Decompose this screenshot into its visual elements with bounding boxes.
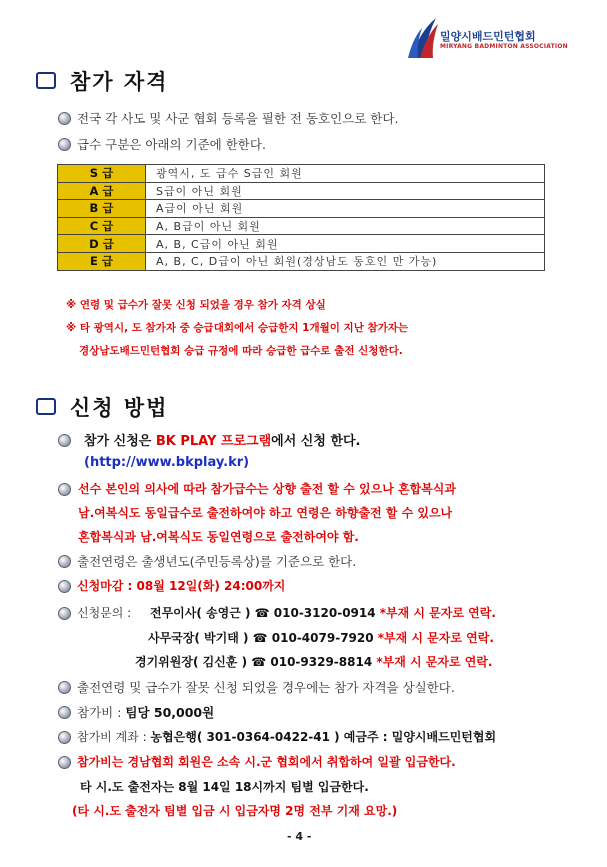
bullet-icon bbox=[58, 112, 71, 125]
grade-desc-cell: A급이 아닌 회원 bbox=[146, 200, 545, 218]
account-value: 농협은행( 301-0364-0422-41 ) 예금주 : 밀양시배드민턴협회 bbox=[150, 730, 497, 744]
bullet-icon bbox=[58, 138, 71, 151]
rule-line: 혼합복식과 남.여복식도 동일연령으로 출전하여야 함. bbox=[78, 530, 359, 544]
table-row bbox=[58, 200, 545, 218]
contact-line: 전무이사( 송영근 ) ☎ 010-3120-0914 *부재 시 문자로 연락. bbox=[150, 606, 496, 620]
grade-desc-cell: A, B, C급이 아닌 회원 bbox=[146, 235, 545, 253]
bullet-icon bbox=[58, 706, 71, 719]
phone-number: ☎ 010-4079-7920 bbox=[252, 631, 374, 645]
table-row bbox=[58, 235, 545, 253]
bullet-icon bbox=[58, 731, 71, 744]
rule-line: 남.여복식도 동일급수로 출전하여야 하고 연령은 하향출전 할 수 있으나 bbox=[78, 506, 453, 520]
grade-desc-cell: A, B급이 아닌 회원 bbox=[146, 217, 545, 235]
page-number: - 4 - bbox=[287, 830, 312, 843]
contacts-label: 신청문의 : bbox=[77, 606, 132, 620]
grade-desc-cell: 광역시, 도 급수 S급인 회원 bbox=[146, 165, 545, 183]
table-row bbox=[58, 217, 545, 235]
eligibility-item: 전국 각 사도 및 사군 협회 등록을 필한 전 동호인으로 한다. bbox=[77, 111, 399, 126]
bullet-icon bbox=[58, 607, 71, 620]
misreport-note: 출전연령 및 급수가 잘못 신청 되었을 경우에는 참가 자격을 상실한다. bbox=[77, 680, 455, 695]
bullet-icon bbox=[58, 580, 71, 593]
logo-name-en: MIRYANG BADMINTON ASSOCIATION bbox=[440, 43, 568, 50]
eligibility-item: 급수 구분은 아래의 기준에 한한다. bbox=[77, 137, 266, 152]
table-row bbox=[58, 165, 545, 183]
table-row bbox=[58, 182, 545, 200]
grade-cell: C 급 bbox=[58, 217, 146, 235]
payment-note: 타 시.도 출전자는 8월 14일 18시까지 팀별 입금한다. bbox=[80, 780, 369, 794]
logo-name-ko: 밀양시배드민턴협회 bbox=[440, 30, 536, 43]
bullet-icon bbox=[58, 681, 71, 694]
section-title-eligibility: 참가 자격 bbox=[70, 70, 169, 94]
table-row bbox=[58, 252, 545, 270]
program-name: BK PLAY 프로그램 bbox=[155, 434, 272, 449]
account-line: 참가비 계좌 : 농협은행( 301-0364-0422-41 ) 예금주 : 밀양시배드민턴협회 bbox=[77, 730, 497, 744]
grade-cell: A 급 bbox=[58, 182, 146, 200]
section-checkbox-icon bbox=[36, 398, 56, 415]
contact-line: 사무국장( 박기태 ) ☎ 010-4079-7920 *부재 시 문자로 연락. bbox=[148, 631, 494, 645]
grade-cell: D 급 bbox=[58, 235, 146, 253]
age-basis: 출전연령은 출생년도(주민등록상)를 기준으로 한다. bbox=[77, 554, 357, 569]
note-line: ※ 연령 및 급수가 잘못 신청 되었을 경우 참가 자격 상실 bbox=[66, 299, 326, 311]
fee-value: 팀당 50,000원 bbox=[125, 705, 215, 720]
deadline: 신청마감 : 08월 12일(화) 24:00까지 bbox=[77, 579, 286, 593]
note-line: 경상남도배드민턴협회 승급 규정에 따라 승급한 급수로 출전 신청한다. bbox=[79, 345, 403, 357]
contact-line: 경기위원장( 김신훈 ) ☎ 010-9329-8814 *부재 시 문자로 연락. bbox=[135, 655, 493, 669]
fee-line: 참가비 : 팀당 50,000원 bbox=[77, 705, 215, 720]
grade-cell: E 급 bbox=[58, 252, 146, 270]
section-title-application: 신청 방법 bbox=[70, 396, 169, 420]
program-url: (http://www.bkplay.kr) bbox=[84, 455, 250, 470]
note-line: ※ 타 광역시, 도 참가자 중 승급대회에서 승급한지 1개월이 지난 참가자는 bbox=[66, 322, 409, 334]
bullet-icon bbox=[58, 555, 71, 568]
apply-instruction: 참가 신청은 BK PLAY 프로그램에서 신청 한다. bbox=[84, 434, 361, 449]
grade-table bbox=[57, 164, 545, 271]
phone-number: ☎ 010-3120-0914 bbox=[254, 606, 376, 620]
grade-desc-cell: A, B, C, D급이 아닌 회원(경상남도 동호인 만 가능) bbox=[146, 252, 545, 270]
grade-desc-cell: S급이 아닌 회원 bbox=[146, 182, 545, 200]
bullet-icon bbox=[58, 756, 71, 769]
bullet-icon bbox=[58, 434, 71, 447]
payment-note: (타 시.도 출전자 팀별 입금 시 입금자명 2명 전부 기재 요망.) bbox=[72, 804, 398, 818]
section-checkbox-icon bbox=[36, 72, 56, 89]
grade-cell: S 급 bbox=[58, 165, 146, 183]
grade-cell: B 급 bbox=[58, 200, 146, 218]
rule-line: 선수 본인의 의사에 따라 참가급수는 상향 출전 할 수 있으나 혼합복식과 bbox=[78, 482, 456, 496]
phone-number: ☎ 010-9329-8814 bbox=[251, 655, 373, 669]
payment-note: 참가비는 경남협회 회원은 소속 시.군 협회에서 취합하여 일괄 입금한다. bbox=[77, 755, 456, 769]
bullet-icon bbox=[58, 483, 71, 496]
